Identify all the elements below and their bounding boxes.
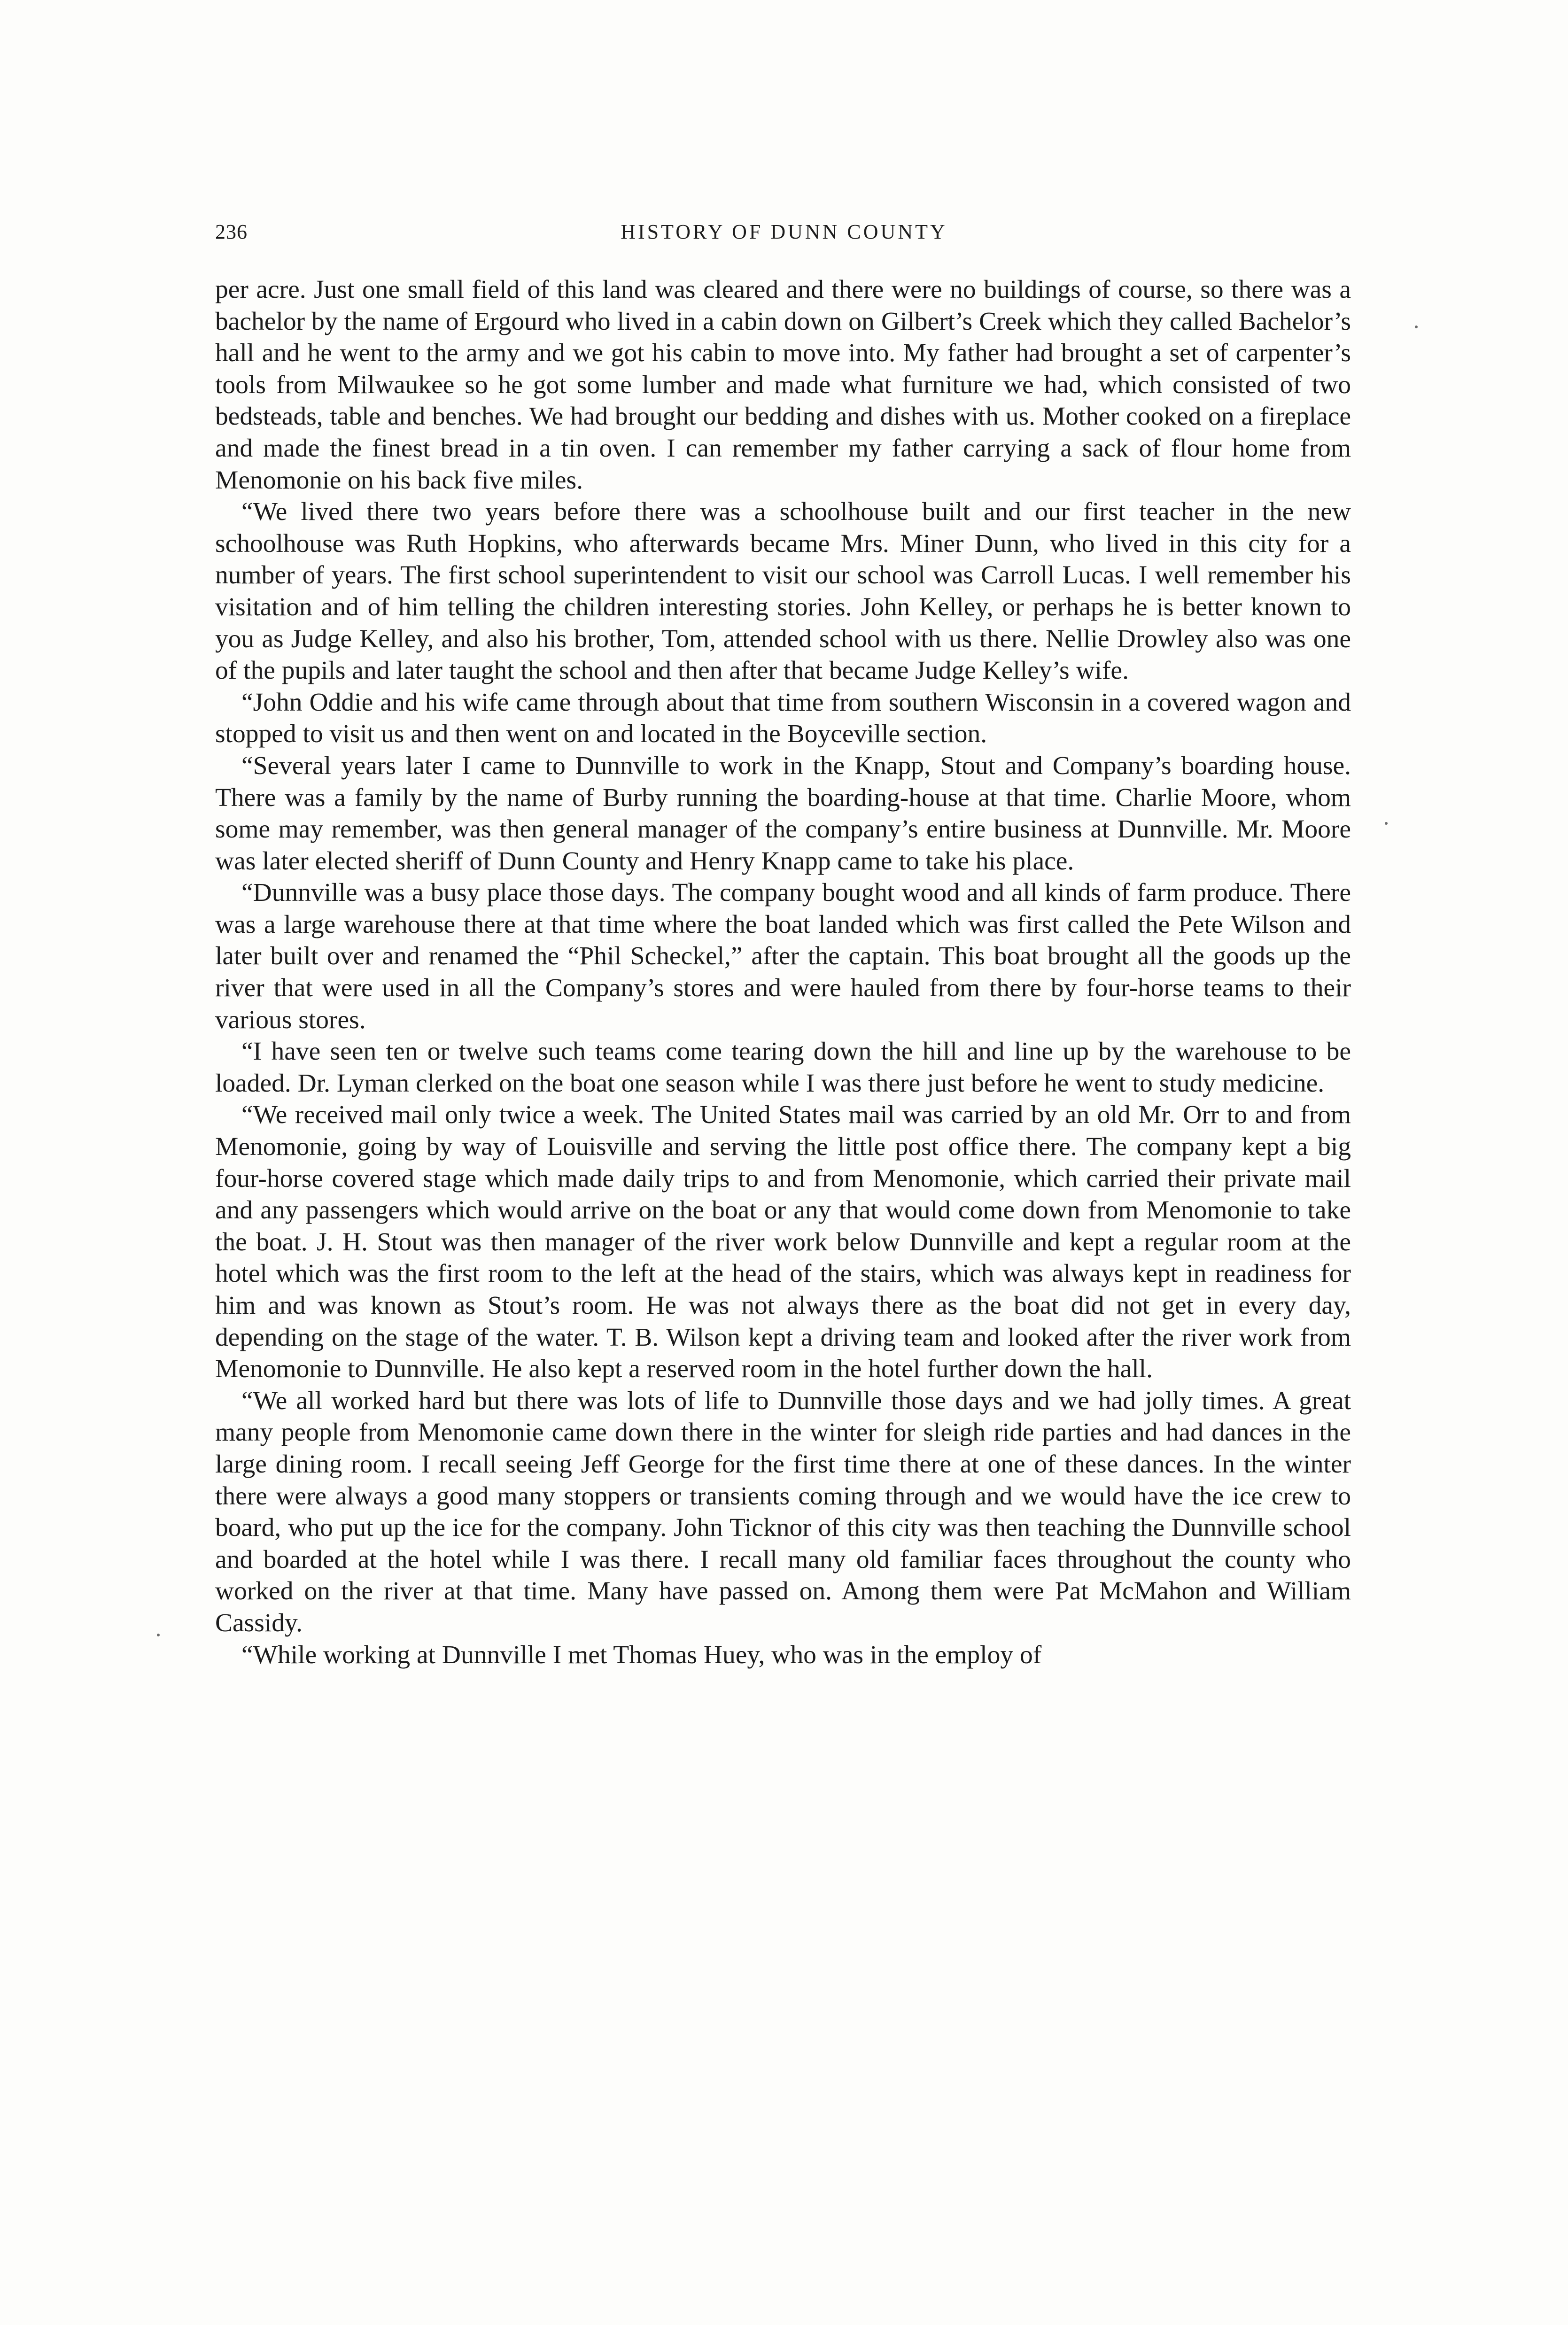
scan-speck [157, 1634, 160, 1636]
paragraph: “While working at Dunnville I met Thomas Huey, who was in the employ of [241, 1640, 1042, 1669]
paragraph: “Dunnville was a busy place those days. The company bought wood and all kinds of farm produce. There was a large warehouse there at that time where the boat landed which was first called the Pete Wilson and later built over and renamed the “Phil Scheckel,” after the captain. This boat brought all the goods up the river that were used in all the Company’s stores and were hauled from there by four-horse teams to their various stores. [215, 878, 1351, 1034]
running-title: HISTORY OF DUNN COUNTY [621, 220, 947, 243]
paragraph: “We all worked hard but there was lots of life to Dunnville those days and we had jolly times. A great many people from Menomonie came down there in the winter for sleigh ride parties and had dances in the large dining room. I recall seeing Jeff George for the first time there at one of these dances. In the winter there were always a good many stoppers or transients coming through and we would have the ice crew to board, who put up the ice for the company. John Ticknor of this city was then teaching the Dunnville school and boarded at the hotel while I was there. I recall many old familiar faces throughout the county who worked on the river at that time. Many have passed on. Among them were Pat McMahon and William Cassidy. [215, 1386, 1351, 1637]
paragraph: “We lived there two years before there was a schoolhouse built and our first teacher in the new schoolhouse was Ruth Hopkins, who afterwards became Mrs. Miner Dunn, who lived in this city for a number of years. The first school superintendent to visit our school was Carroll Lucas. I well remember his visitation and of him telling the children interesting stories. John Kelley, or perhaps he is better known to you as Judge Kelley, and also his brother, Tom, attended school with us there. Nellie Drowley also was one of the pupils and later taught the school and then after that became Judge Kelley’s wife. [215, 497, 1351, 685]
paragraph: per acre. Just one small field of this land was cleared and there were no buildings of course, so there was a bachelor by the name of Ergourd who lived in a cabin down on Gilbert’s Creek which they called Bachelor’s hall and he went to the army and we got his cabin to move into. My father had brought a set of carpenter’s tools from Milwaukee so he got some lumber and made what furniture we had, which consisted of two bedsteads, table and benches. We had brought our bedding and dishes with us. Mother cooked on a fireplace and made the finest bread in a tin oven. I can remember my father carrying a sack of flour home from Menomonie on his back five miles. [215, 275, 1351, 495]
running-head [0, 220, 1568, 248]
paragraph: “We received mail only twice a week. The United States mail was carried by an old Mr. Orr to and from Menomonie, going by way of Louisville and serving the little post office there. The company kept a big four-horse covered stage which made daily trips to and from Menomonie, which carried their private mail and any passengers which would arrive on the boat or any that would come down from Menomonie to take the boat. J. H. Stout was then manager of the river work below Dunnville and kept a regular room at the hotel which was the first room to the left at the head of the stairs, which was always kept in readiness for him and was known as Stout’s room. He was not always there as the boat did not get in every day, depending on the stage of the water. T. B. Wilson kept a driving team and looked after the river work from Menomonie to Dunnville. He also kept a reserved room in the hotel further down the hall. [215, 1100, 1351, 1384]
scan-speck [1385, 822, 1388, 825]
scan-speck [1415, 326, 1418, 328]
paragraph: “Several years later I came to Dunnville to work in the Knapp, Stout and Company’s boarding house. There was a family by the name of Burby running the boarding-house at that time. Charlie Moore, whom some may remember, was then general manager of the company’s entire business at Dunnville. Mr. Moore was later elected sheriff of Dunn County and Henry Knapp came to take his place. [215, 751, 1351, 876]
page-number: 236 [215, 220, 248, 243]
paragraph: “John Oddie and his wife came through about that time from southern Wisconsin in a covered wagon and stopped to visit us and then went on and located in the Boyceville section. [215, 688, 1351, 749]
paragraph: “I have seen ten or twelve such teams come tearing down the hill and line up by the warehouse to be loaded. Dr. Lyman clerked on the boat one season while I was there just before he went to study medicine. [215, 1037, 1351, 1098]
body-text [215, 274, 1351, 1671]
